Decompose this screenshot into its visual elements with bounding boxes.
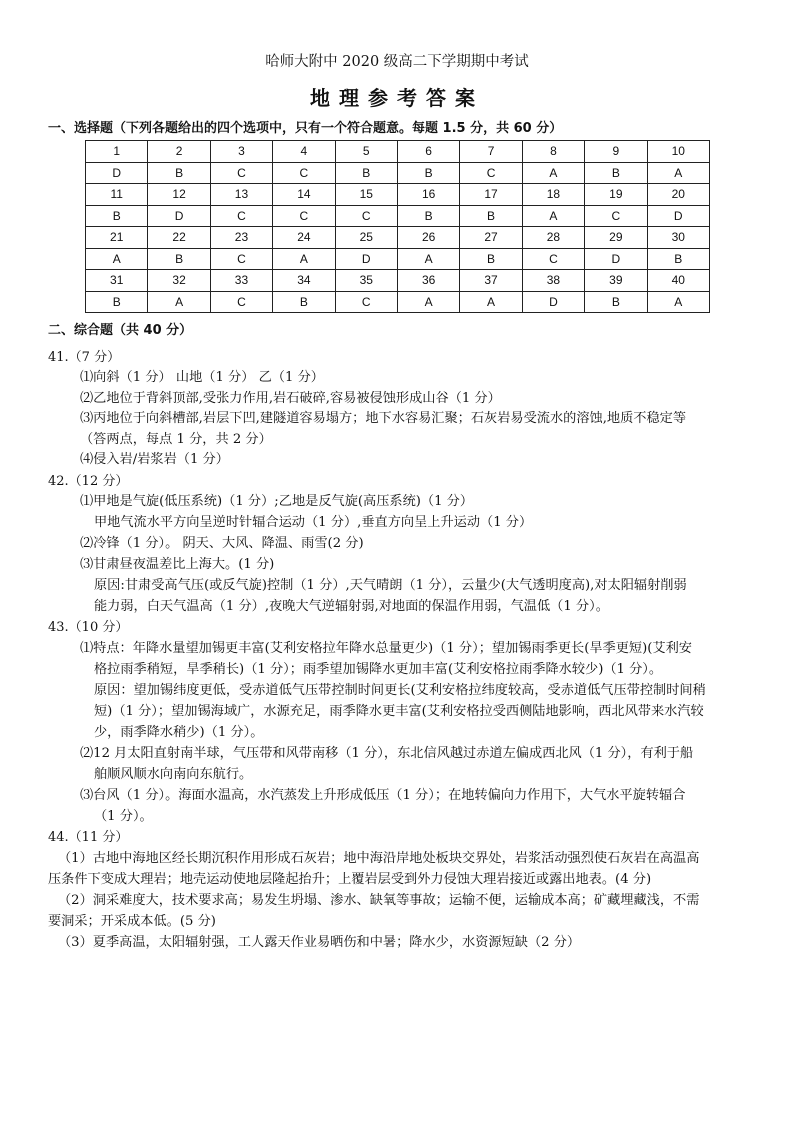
answer-cell: A (86, 248, 148, 270)
question-number-cell: 4 (273, 141, 335, 163)
answer-cell: B (86, 291, 148, 313)
question-number-cell: 26 (397, 227, 459, 249)
answer-cell: D (148, 205, 210, 227)
answer-cell: C (273, 205, 335, 227)
section2-heading: 二、综合题（共 40 分） (48, 323, 193, 338)
question-number-cell: 28 (522, 227, 584, 249)
answer-cell: A (148, 291, 210, 313)
question-number-row (86, 270, 710, 292)
question-number-cell: 30 (647, 227, 709, 249)
answer-cell: B (335, 162, 397, 184)
page-title: 地理参考答案 (310, 86, 484, 110)
q43-line3: 原因：望加锡纬度更低，受赤道低气压带控制时间更长(艾利安格拉纬度较高，受赤道低气压带控制时间稍 (94, 683, 706, 698)
question-number-cell: 27 (460, 227, 522, 249)
q41-line5: ⑷侵入岩/岩浆岩（1 分） (80, 452, 229, 467)
question-number-cell: 6 (397, 141, 459, 163)
question-number-cell: 3 (210, 141, 272, 163)
q42-line2: 甲地气流水平方向呈逆时针辐合运动（1 分）,垂直方向呈上升运动（1 分） (94, 515, 533, 530)
question-number-cell: 33 (210, 270, 272, 292)
question-number-cell: 8 (522, 141, 584, 163)
q42-label: 42.（12 分） (48, 474, 129, 489)
answer-cell: B (397, 162, 459, 184)
question-number-cell: 25 (335, 227, 397, 249)
answer-cell: A (397, 248, 459, 270)
answer-cell: D (86, 162, 148, 184)
q44-line2: 压条件下变成大理岩；地壳运动使地层隆起抬升；上覆岩层受到外力侵蚀大理岩接近或露出地表。(4 分) (48, 872, 652, 887)
question-number-cell: 39 (585, 270, 647, 292)
question-number-cell: 10 (647, 141, 709, 163)
q44-line4: 要洞采；开采成本低。(5 分) (48, 914, 216, 929)
answer-cell: A (522, 205, 584, 227)
q44-label: 44.（11 分） (48, 830, 129, 845)
question-number-cell: 34 (273, 270, 335, 292)
q44-line5: （3）夏季高温，太阳辐射强，工人露天作业易晒伤和中暑；降水少，水资源短缺（2 分） (58, 935, 581, 950)
q43-line8: ⑶台风（1 分）。海面水温高，水汽蒸发上升形成低压（1 分）；在地转偏向力作用下，大气水平旋转辐合 (80, 788, 686, 803)
question-number-cell: 32 (148, 270, 210, 292)
question-number-row (86, 227, 710, 249)
question-number-cell: 21 (86, 227, 148, 249)
answer-cell: C (210, 205, 272, 227)
answer-cell: B (273, 291, 335, 313)
question-number-cell: 18 (522, 184, 584, 206)
question-number-cell: 38 (522, 270, 584, 292)
q44-line3: （2）洞采难度大，技术要求高；易发生坍塌、渗水、缺氧等事故；运输不便，运输成本高；矿藏埋藏浅，不需 (58, 893, 700, 908)
question-number-cell: 24 (273, 227, 335, 249)
answer-row (86, 205, 710, 227)
answer-cell: B (148, 162, 210, 184)
answer-cell: A (647, 162, 709, 184)
question-number-cell: 14 (273, 184, 335, 206)
question-number-cell: 13 (210, 184, 272, 206)
answer-cell: C (210, 291, 272, 313)
answer-cell: A (460, 291, 522, 313)
q43-line6: ⑵12 月太阳直射南半球，气压带和风带南移（1 分），东北信风越过赤道左偏成西北风（1 分），有利于船 (80, 746, 694, 761)
q43-line5: 少，雨季降水稍少)（1 分）。 (94, 725, 264, 740)
answer-cell: B (148, 248, 210, 270)
answer-cell: B (460, 248, 522, 270)
answer-cell: C (210, 162, 272, 184)
q42-line5: 原因:甘肃受高气压(或反气旋)控制（1 分）,天气晴朗（1 分），云量少(大气透明度高),对太阳辐射削弱 (94, 578, 687, 593)
q43-line7: 舶顺风顺水向南向东航行。 (94, 767, 253, 782)
answer-cell: C (273, 162, 335, 184)
q42-line6: 能力弱，白天气温高（1 分）,夜晚大气逆辐射弱,对地面的保温作用弱，气温低（1 分）。 (94, 599, 609, 614)
answer-cell: B (585, 162, 647, 184)
q43-line9: （1 分）。 (94, 809, 153, 824)
question-number-cell: 16 (397, 184, 459, 206)
question-number-row (86, 184, 710, 206)
question-number-cell: 31 (86, 270, 148, 292)
answer-cell: C (585, 205, 647, 227)
question-number-cell: 29 (585, 227, 647, 249)
q42-line3: ⑵冷锋（1 分）。 阴天、大风、降温、雨雪(2 分) (80, 536, 364, 551)
answer-cell: A (273, 248, 335, 270)
q44-line1: （1）古地中海地区经长期沉积作用形成石灰岩；地中海沿岸地处板块交界处，岩浆活动强烈使石灰岩在高温高 (58, 851, 700, 866)
question-number-cell: 15 (335, 184, 397, 206)
question-number-cell: 22 (148, 227, 210, 249)
answer-row (86, 162, 710, 184)
q43-line4: 短)（1 分）；望加锡海域广，水源充足，雨季降水更丰富(艾利安格拉受西侧陆地影响，西北风带来水汽较 (94, 704, 704, 719)
question-number-cell: 20 (647, 184, 709, 206)
question-number-cell: 36 (397, 270, 459, 292)
question-number-cell: 37 (460, 270, 522, 292)
question-number-cell: 7 (460, 141, 522, 163)
question-number-cell: 40 (647, 270, 709, 292)
answer-cell: C (335, 205, 397, 227)
question-number-cell: 35 (335, 270, 397, 292)
answer-cell: C (335, 291, 397, 313)
question-number-cell: 19 (585, 184, 647, 206)
q42-line4: ⑶甘肃昼夜温差比上海大。(1 分) (80, 557, 275, 572)
question-number-cell: 11 (86, 184, 148, 206)
answer-cell: A (647, 291, 709, 313)
answer-cell: C (522, 248, 584, 270)
exam-school-title: 哈师大附中 2020 级高二下学期期中考试 (265, 54, 529, 70)
answer-row (86, 248, 710, 270)
q43-label: 43.（10 分） (48, 620, 129, 635)
q42-line1: ⑴甲地是气旋(低压系统)（1 分）;乙地是反气旋(高压系统)（1 分） (80, 494, 474, 509)
section1-heading: 一、选择题（下列各题给出的四个选项中，只有一个符合题意。每题 1.5 分，共 60 分） (48, 121, 563, 136)
question-number-cell: 2 (148, 141, 210, 163)
answer-cell: D (647, 205, 709, 227)
answer-cell: A (522, 162, 584, 184)
answer-cell: D (335, 248, 397, 270)
answer-cell: B (460, 205, 522, 227)
answer-cell: B (86, 205, 148, 227)
answer-cell: B (397, 205, 459, 227)
q41-line2: ⑵乙地位于背斜顶部,受张力作用,岩石破碎,容易被侵蚀形成山谷（1 分） (80, 391, 501, 406)
q43-line2: 格拉雨季稍短，旱季稍长)（1 分）；雨季望加锡降水更加丰富(艾利安格拉雨季降水较少)（1 分）。 (94, 662, 663, 677)
question-number-cell: 23 (210, 227, 272, 249)
answer-cell: D (522, 291, 584, 313)
question-number-cell: 9 (585, 141, 647, 163)
q41-line1: ⑴向斜（1 分） 山地（1 分） 乙（1 分） (80, 370, 324, 385)
q41-line3: ⑶丙地位于向斜槽部,岩层下凹,建隧道容易塌方；地下水容易汇聚；石灰岩易受流水的溶蚀,地质不稳定等 (80, 411, 687, 426)
answer-cell: C (210, 248, 272, 270)
q41-line4: （答两点，每点 1 分，共 2 分） (80, 432, 272, 447)
question-number-cell: 1 (86, 141, 148, 163)
question-number-cell: 17 (460, 184, 522, 206)
q43-line1: ⑴特点：年降水量望加锡更丰富(艾利安格拉年降水总量更少)（1 分）；望加锡雨季更长(旱季更短)(艾利安 (80, 641, 692, 656)
question-number-cell: 5 (335, 141, 397, 163)
answer-cell: B (647, 248, 709, 270)
question-number-row (86, 141, 710, 163)
answer-cell: D (585, 248, 647, 270)
question-number-cell: 12 (148, 184, 210, 206)
answer-table (85, 140, 710, 313)
answer-cell: A (397, 291, 459, 313)
answer-row (86, 291, 710, 313)
answer-cell: C (460, 162, 522, 184)
q41-label: 41.（7 分） (48, 350, 121, 365)
answer-cell: B (585, 291, 647, 313)
